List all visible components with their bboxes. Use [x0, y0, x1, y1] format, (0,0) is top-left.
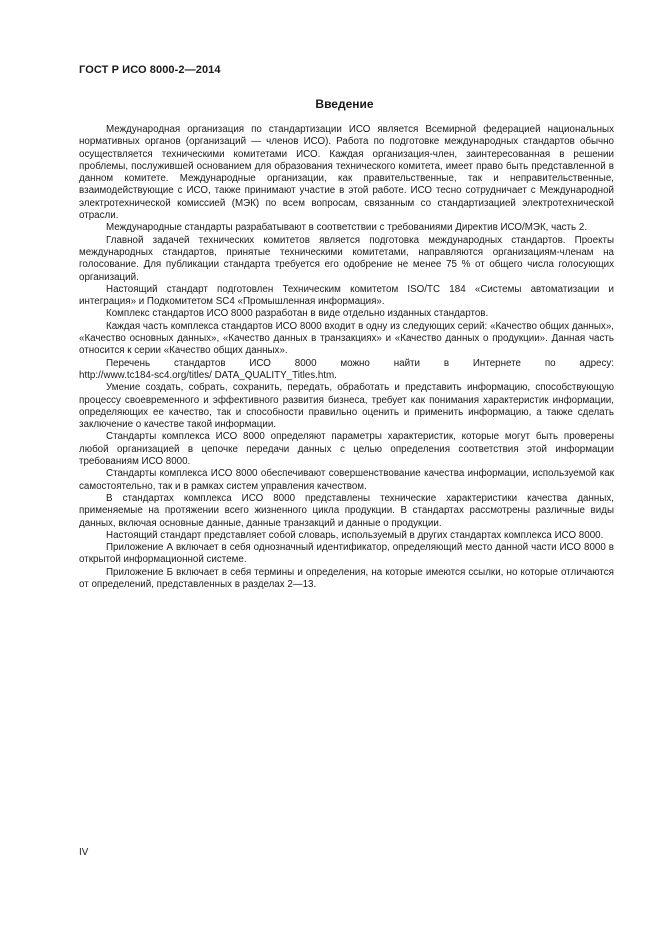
paragraph: Комплекс стандартов ИСО 8000 разработан в виде отдельно изданных стандартов. — [106, 308, 489, 320]
paragraph: Умение создать, собрать, сохранить, передать, обработать и представить информацию, способствующую процессу своевременного и эффективного развития бизнеса, требует как понимания характеристик информации, определяющих ее качество, так и способности правильно оценить и применить информацию, а также сделать заключение о качестве такой информации. — [79, 382, 614, 431]
paragraph: Стандарты комплекса ИСО 8000 обеспечивают совершенствование качества информации, используемой как самостоятельно, так и в рамках систем управления качеством. — [79, 468, 614, 492]
paragraph: Главной задачей технических комитетов является подготовка международных стандартов. Проекты международных стандартов, принятые техническими комитетами, направляются организациям-членам на голосование. Для публикации стандарта требуется его одобрение не менее 75 % от общего числа голосующих организаций. — [79, 234, 614, 283]
paragraph: Международная организация по стандартизации ИСО является Всемирной федерацией национальных нормативных органов (организаций — членов ИСО). Работа по подготовке международных стандартов обычно осуществляется техническими комитетами ИСО. Каждая организация-член, заинтересованная в решении проблемы, послужившей основанием для образования технического комитета, имеет право быть представленной в данном комитете. Международные организации, как правительственные, так и неправительственные, взаимодействующие с ИСО, также принимают участие в этой работе. ИСО тесно сотрудничает с Международной электротехнической комиссией (МЭК) по всем вопросам, связанным со стандартизацией электротехнической отрасли. — [79, 124, 614, 222]
document-header: ГОСТ Р ИСО 8000-2—2014 — [79, 64, 221, 76]
paragraph: Настоящий стандарт представляет собой словарь, используемый в других стандартах комплекса ИСО 8000. — [106, 529, 604, 541]
standards-list-paragraph — [79, 358, 614, 370]
introduction-body — [79, 124, 614, 591]
paragraph: Приложение А включает в себя однозначный идентификатор, определяющий место данной части ИСО 8000 в открытой информационной системе. — [79, 542, 614, 566]
paragraph: Каждая часть комплекса стандартов ИСО 8000 входит в одну из следующих серий: «Качество общих данных», «Качество основных данных», «Качество данных в транзакциях» и «Качество данных о продукции». Данная часть относится к серии «Качество общих данных». — [79, 320, 614, 357]
page-number: IV — [79, 847, 89, 858]
paragraph: Приложение Б включает в себя термины и определения, на которые имеются ссылки, но которые отличаются от определений, представленных в разделах 2—13. — [79, 566, 614, 590]
paragraph: Стандарты комплекса ИСО 8000 определяют параметры характеристик, которые могут быть проверены любой организацией в цепочке передачи данных с целью определения соответствия этой информации требованиям ИСО 8000. — [79, 431, 614, 468]
standards-list-url-line — [79, 370, 614, 382]
paragraph: В стандартах комплекса ИСО 8000 представлены технические характеристики качества данных, применяемые на протяжении всего жизненного цикла продукции. В стандартах рассмотрены различные виды данных, включая основные данные, данные транзакций и данные о продукции. — [79, 492, 614, 529]
paragraph: Настоящий стандарт подготовлен Техническим комитетом ISO/TC 184 «Системы автоматизации и интеграция» и Подкомитетом SC4 «Промышленная информация». — [79, 283, 614, 308]
section-title: Введение — [315, 97, 374, 111]
standards-list-text: Перечень стандартов ИСО 8000 можно найти в Интернете по адресу: — [106, 357, 614, 369]
paragraph: Международные стандарты разрабатывают в соответствии с требованиями Директив ИСО/МЭК, часть 2. — [106, 222, 588, 234]
standards-list-url[interactable]: http://www.tc184-sc4.org/titles/ DATA_QUALITY_Titles.htm. — [79, 369, 337, 381]
